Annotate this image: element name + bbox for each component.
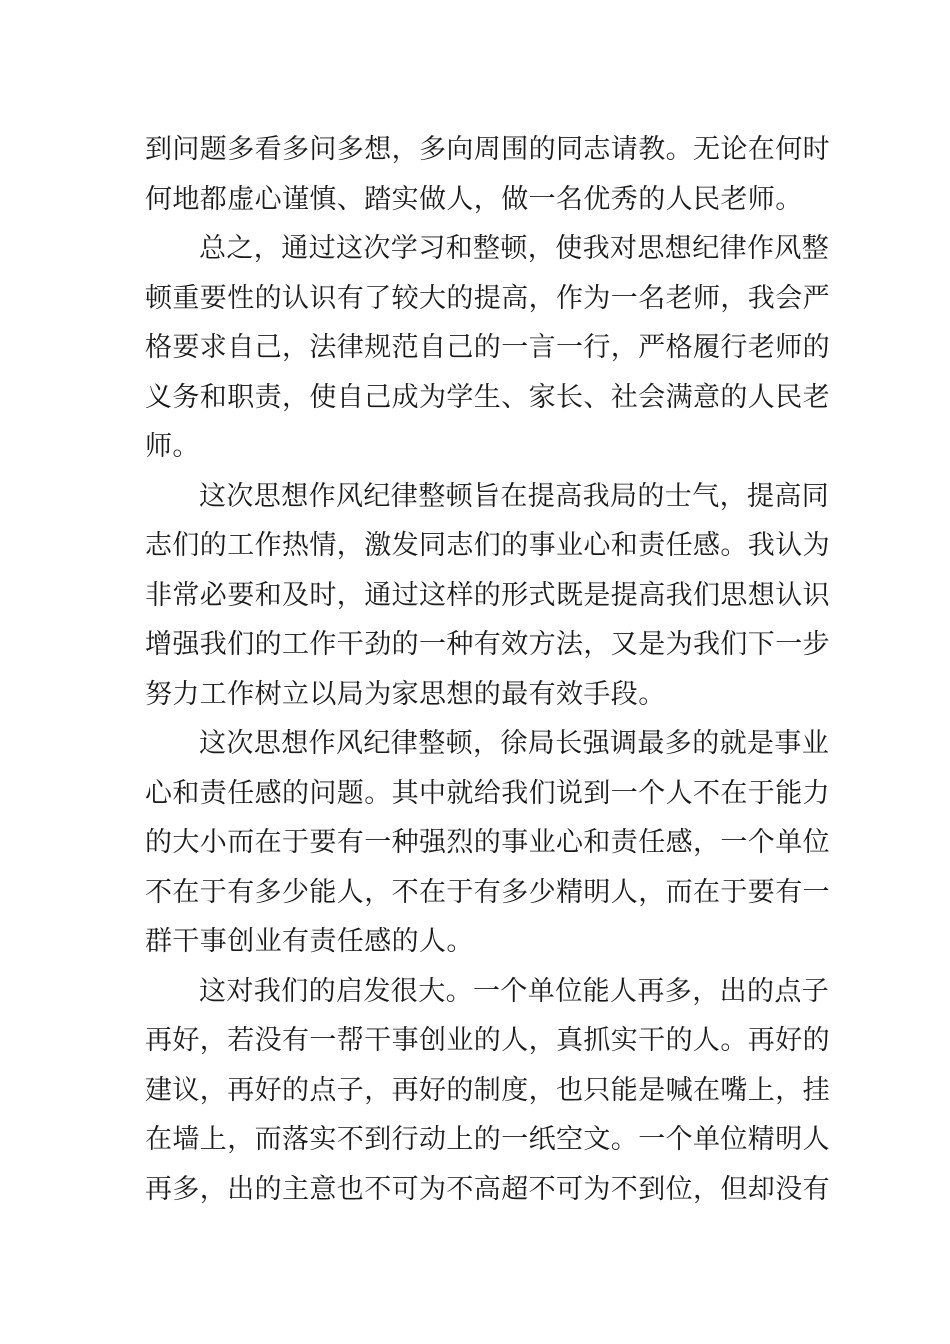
- paragraph-first-line: 这对我们的启发很大。一个单位能人再多，出的点子: [199, 975, 830, 1007]
- text-line: 何地都虚心谨慎、踏实做人，做一名优秀的人民老师。: [145, 183, 803, 215]
- text-line: 格要求自己，法律规范自己的一言一行，严格履行老师的: [145, 332, 830, 363]
- text-line: 努力工作树立以局为家思想的最有效手段。: [145, 678, 666, 710]
- text-line: 再好，若没有一帮干事创业的人，真抓实干的人。再好的: [145, 1025, 830, 1056]
- text-line: 到问题多看多问多想，多向周围的同志请教。无论在何时: [145, 134, 830, 165]
- text-line: 义务和职责，使自己成为学生、家长、社会满意的人民老: [145, 381, 830, 413]
- text-line: 在墙上，而落实不到行动上的一纸空文。一个单位精明人: [145, 1124, 830, 1155]
- paragraph-first-line: 这次思想作风纪律整顿旨在提高我局的士气，提高同: [199, 480, 830, 512]
- text-line: 师。: [145, 431, 200, 462]
- text-line: 建议，再好的点子，再好的制度，也只能是喊在嘴上，挂: [145, 1074, 830, 1106]
- text-line: 顿重要性的认识有了较大的提高，作为一名老师，我会严: [145, 282, 830, 314]
- text-line: 不在于有多少能人，不在于有多少精明人，而在于要有一: [145, 876, 830, 908]
- text-line: 再多，出的主意也不可为不高超不可为不到位，但却没有: [145, 1173, 830, 1205]
- text-line: 心和责任感的问题。其中就给我们说到一个人不在于能力: [145, 777, 830, 809]
- document-body: [145, 125, 830, 1214]
- text-line: 的大小而在于要有一种强烈的事业心和责任感，一个单位: [145, 827, 830, 858]
- paragraph-first-line: 这次思想作风纪律整顿，徐局长强调最多的就是事业: [199, 728, 830, 759]
- text-line: 志们的工作热情，激发同志们的事业心和责任感。我认为: [145, 530, 830, 561]
- text-line: 增强我们的工作干劲的一种有效方法，又是为我们下一步: [145, 629, 830, 660]
- text-line: 群干事创业有责任感的人。: [145, 926, 474, 957]
- text-line: 非常必要和及时，通过这样的形式既是提高我们思想认识: [145, 579, 830, 611]
- paragraph-first-line: 总之，通过这次学习和整顿，使我对思想纪律作风整: [199, 233, 830, 264]
